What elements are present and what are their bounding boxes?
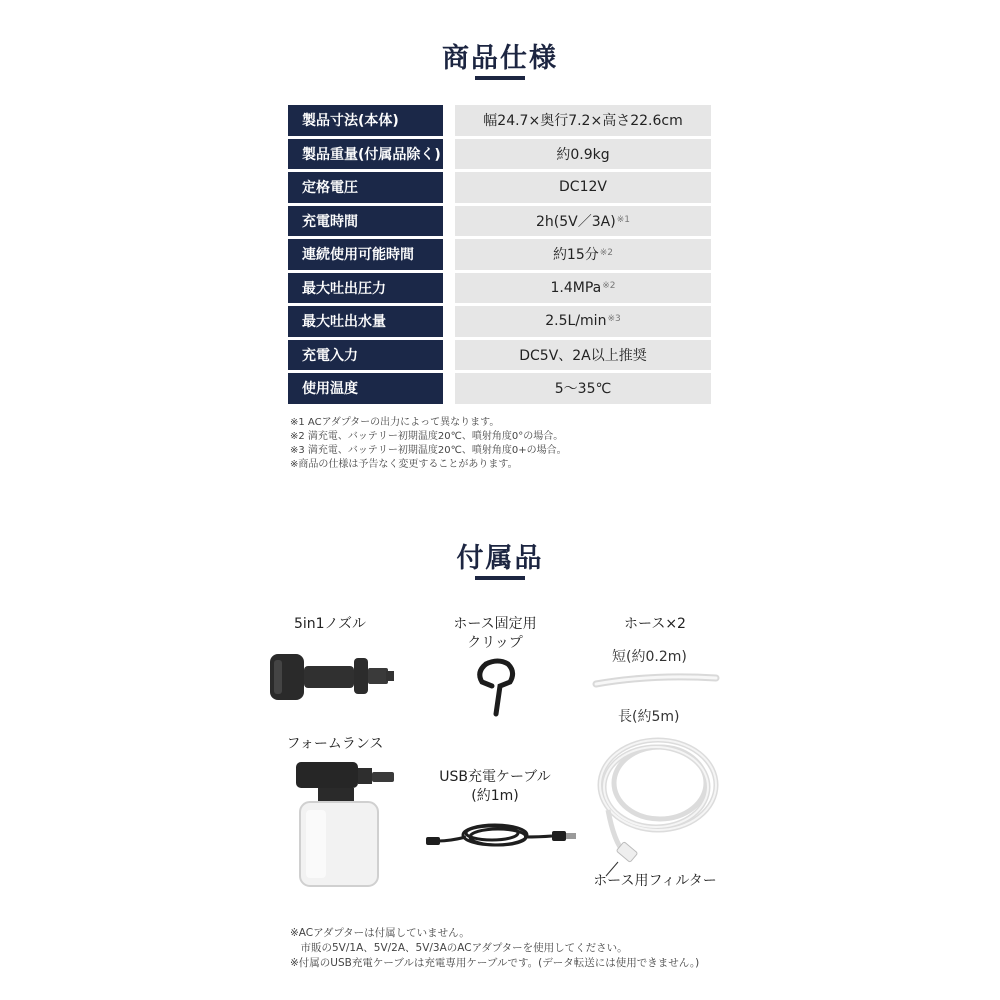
clip-image bbox=[472, 658, 522, 718]
spec-value: DC12V bbox=[559, 179, 607, 196]
spec-label: 充電入力 bbox=[288, 340, 443, 371]
spec-note-ref: ※1 bbox=[616, 214, 630, 225]
spec-value: 約15分 bbox=[552, 247, 599, 264]
accessory-note: 市販の5V/1A、5V/2A、5V/3AのACアダプターを使用してください。 bbox=[290, 942, 628, 954]
accessory-note: ※付属のUSB充電ケーブルは充電専用ケーブルです。(データ転送には使用できません。) bbox=[290, 957, 700, 969]
usb-cable-label-line1: USB充電ケーブル bbox=[439, 769, 551, 785]
spec-separator bbox=[443, 239, 455, 270]
spec-value: 2h(5V／3A) bbox=[536, 213, 616, 230]
spec-note-ref: ※2 bbox=[602, 280, 616, 291]
spec-label: 充電時間 bbox=[288, 206, 443, 237]
foam-lance-label: フォームランス bbox=[286, 736, 384, 752]
usb-cable-label bbox=[425, 768, 565, 806]
spec-value-cell bbox=[455, 340, 711, 371]
spec-note: ※商品の仕様は予告なく変更することがあります。 bbox=[290, 459, 518, 470]
accessories-section-title: 付属品 bbox=[456, 543, 544, 574]
spec-row bbox=[288, 105, 711, 136]
usb-cable-image bbox=[420, 815, 580, 860]
hose-filter-label: ホース用フィルター bbox=[593, 873, 717, 889]
spec-note: ※3 満充電、バッテリー初期温度20℃、噴射角度0+の場合。 bbox=[290, 445, 567, 456]
hose-short-label: 短(約0.2m) bbox=[612, 649, 687, 665]
spec-separator bbox=[443, 373, 455, 404]
spec-separator bbox=[443, 172, 455, 203]
spec-value: 1.4MPa bbox=[550, 279, 602, 296]
usb-cable-label-line2: (約1m) bbox=[471, 788, 519, 804]
spec-value: DC5V、2A以上推奨 bbox=[519, 347, 647, 364]
long-hose-image bbox=[588, 730, 728, 880]
spec-value-cell bbox=[455, 139, 711, 170]
spec-value-cell bbox=[455, 306, 711, 337]
spec-separator bbox=[443, 340, 455, 371]
spec-value-cell bbox=[455, 172, 711, 203]
accessories-title-underline bbox=[475, 576, 525, 580]
spec-separator bbox=[443, 206, 455, 237]
spec-title-underline bbox=[475, 76, 525, 80]
spec-note-ref: ※3 bbox=[607, 314, 621, 325]
spec-label: 連続使用可能時間 bbox=[288, 239, 443, 270]
accessory-note: ※ACアダプターは付属していません。 bbox=[290, 927, 470, 939]
spec-label: 定格電圧 bbox=[288, 172, 443, 203]
spec-value-cell bbox=[455, 239, 711, 270]
spec-row bbox=[288, 340, 711, 371]
clip-label-line2: クリップ bbox=[467, 635, 523, 651]
accessory-notes bbox=[290, 926, 699, 971]
clip-label-line1: ホース固定用 bbox=[453, 616, 537, 632]
spec-separator bbox=[443, 105, 455, 136]
nozzle-image bbox=[268, 648, 398, 708]
spec-separator bbox=[443, 306, 455, 337]
spec-row bbox=[288, 139, 711, 170]
spec-note-ref: ※2 bbox=[599, 248, 614, 259]
spec-value: 幅24.7×奥行7.2×高さ22.6cm bbox=[483, 113, 683, 130]
spec-label: 製品重量(付属品除く) bbox=[288, 139, 443, 170]
hose-long-label: 長(約5m) bbox=[618, 709, 680, 725]
spec-notes bbox=[290, 416, 567, 472]
hose-label: ホース×2 bbox=[624, 616, 686, 632]
spec-value-cell bbox=[455, 105, 711, 136]
spec-row bbox=[288, 273, 711, 304]
foam-lance-image bbox=[292, 760, 402, 890]
spec-section-title: 商品仕様 bbox=[442, 43, 558, 74]
spec-row bbox=[288, 373, 711, 404]
spec-row bbox=[288, 206, 711, 237]
spec-value: 5～35℃ bbox=[554, 381, 612, 398]
clip-label bbox=[440, 615, 550, 653]
spec-row bbox=[288, 239, 711, 270]
spec-label: 最大吐出水量 bbox=[288, 306, 443, 337]
spec-label: 最大吐出圧力 bbox=[288, 273, 443, 304]
spec-note: ※1 ACアダプターの出力によって異なります。 bbox=[290, 417, 500, 428]
spec-table bbox=[288, 102, 711, 407]
spec-value-cell bbox=[455, 206, 711, 237]
spec-note: ※2 満充電、バッテリー初期温度20℃、噴射角度0°の場合。 bbox=[290, 431, 564, 442]
spec-row bbox=[288, 306, 711, 337]
spec-value-cell bbox=[455, 273, 711, 304]
spec-row bbox=[288, 172, 711, 203]
spec-value-cell bbox=[455, 373, 711, 404]
spec-separator bbox=[443, 139, 455, 170]
short-hose-image bbox=[592, 668, 722, 690]
nozzle-label: 5in1ノズル bbox=[293, 616, 367, 632]
spec-value: 約0.9kg bbox=[556, 146, 610, 163]
spec-separator bbox=[443, 273, 455, 304]
spec-label: 製品寸法(本体) bbox=[288, 105, 443, 136]
spec-value: 2.5L/min bbox=[545, 313, 607, 330]
spec-label: 使用温度 bbox=[288, 373, 443, 404]
